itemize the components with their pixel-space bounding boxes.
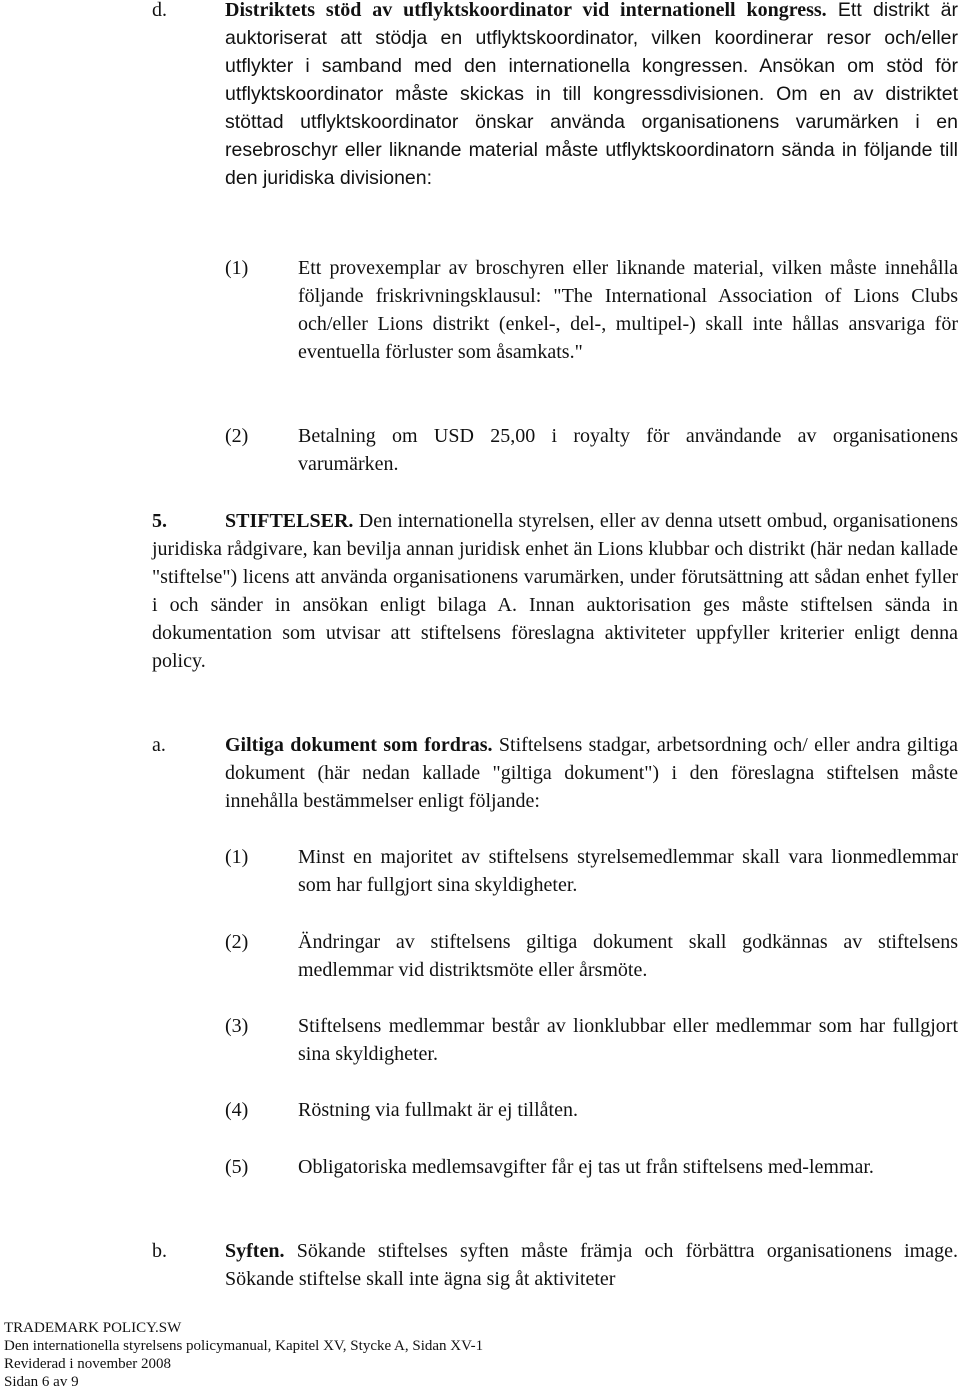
section-b-paragraph: [225, 1237, 958, 1293]
footer-revision: Reviderad i november 2008: [4, 1356, 172, 1372]
section-a-item-3-num: (3): [225, 1015, 249, 1037]
section-d-item-2-num: (2): [225, 425, 249, 447]
section-a-item-1-text: Minst en majoritet av stiftelsens styrelsemedlemmar skall vara lionmedlemmar som har fullgjort sina skyldigheter.: [298, 846, 958, 896]
section-a-item-2-num: (2): [225, 931, 249, 953]
footer-page-number: Sidan 6 av 9: [4, 1374, 79, 1390]
section-a-item-1-num: (1): [225, 846, 249, 868]
section-a-item-5-num: (5): [225, 1156, 249, 1178]
section-5-text: Den internationella styrelsen, eller av denna utsett ombud, organisationens juridiska rådgivare, kan bevilja annan juridisk enhet än Lions klubbar och distrikt (här nedan kallade "stiftelse") licens att använda organisationens varumärken, under förutsättning att sådan enhet fyller i och sänder in ansökan enligt bilaga A. Innan auktorisation ges måste stiftelsen sända in dokumentation som utvisar att stiftelsens föreslagna aktiviteter uppfyller kriterier enligt denna policy.: [152, 510, 958, 672]
section-a-item-2-text: Ändringar av stiftelsens giltiga dokument skall godkännas av stiftelsens medlemmar vid distriktsmöte eller årsmöte.: [298, 931, 958, 981]
section-d-label: d.: [152, 0, 167, 21]
section-a-text: Stiftelsens stadgar, arbetsordning och/ eller andra giltiga dokument (här nedan kallade "giltiga dokument") i den föreslagna stiftelsen måste innehålla bestämmelser enligt följande:: [225, 734, 959, 812]
section-d-item-1-text: Ett provexemplar av broschyren eller liknande material, vilken måste innehålla följande friskrivningsklausul: "The International Association of Lions Clubs och/eller Lions distrikt (enkel-, del-, multipel-) skall inte hållas ansvariga för eventuella förluster som åsamkats.": [298, 257, 958, 363]
section-d-item-1-num: (1): [225, 257, 249, 279]
section-5-paragraph: [152, 507, 958, 675]
section-b-label: b.: [152, 1240, 167, 1262]
section-a-item-4-text: Röstning via fullmakt är ej tillåten.: [298, 1099, 578, 1121]
section-a-item-4-num: (4): [225, 1099, 249, 1121]
section-5-heading: STIFTELSER.: [225, 510, 354, 532]
footer-manual-ref: Den internationella styrelsens policymanual, Kapitel XV, Stycke A, Sidan XV-1: [4, 1338, 484, 1354]
section-a-label: a.: [152, 734, 166, 756]
section-a-heading: Giltiga dokument som fordras.: [225, 734, 493, 756]
section-b-heading: Syften.: [225, 1240, 285, 1262]
section-a-paragraph: [225, 731, 958, 815]
section-a-item-5-text: Obligatoriska medlemsavgifter får ej tas ut från stiftelsens med-lemmar.: [298, 1156, 874, 1178]
section-a-item-3-text: Stiftelsens medlemmar består av lionklubbar eller medlemmar som har fullgjort sina skyldigheter.: [298, 1015, 958, 1065]
section-d-text: Ett distrikt är auktoriserat att stödja en utflyktskoordinator, vilken koordinerar resor och/eller utflykter i samband med den internationella kongressen. Ansökan om stöd för utflyktskoordinator måste skickas in till kongressdivisionen. Om en av distriktet stöttad utflyktskoordinator önskar använda organisationens varumärken i en resebroschyr eller liknande material måste utflyktskoordinatorn sända in följande till den juridiska divisionen:: [225, 0, 958, 189]
footer-doc-id: TRADEMARK POLICY.SW: [4, 1320, 182, 1336]
section-5-number: 5.: [152, 510, 167, 532]
section-d-paragraph: [225, 0, 958, 192]
section-d-item-2-text: Betalning om USD 25,00 i royalty för användande av organisationens varumärken.: [298, 425, 958, 475]
section-b-text: Sökande stiftelses syften måste främja och förbättra organisationens image. Sökande stiftelse skall inte ägna sig åt aktiviteter: [225, 1240, 958, 1290]
section-d-heading: Distriktets stöd av utflyktskoordinator vid internationell kongress.: [225, 0, 827, 21]
